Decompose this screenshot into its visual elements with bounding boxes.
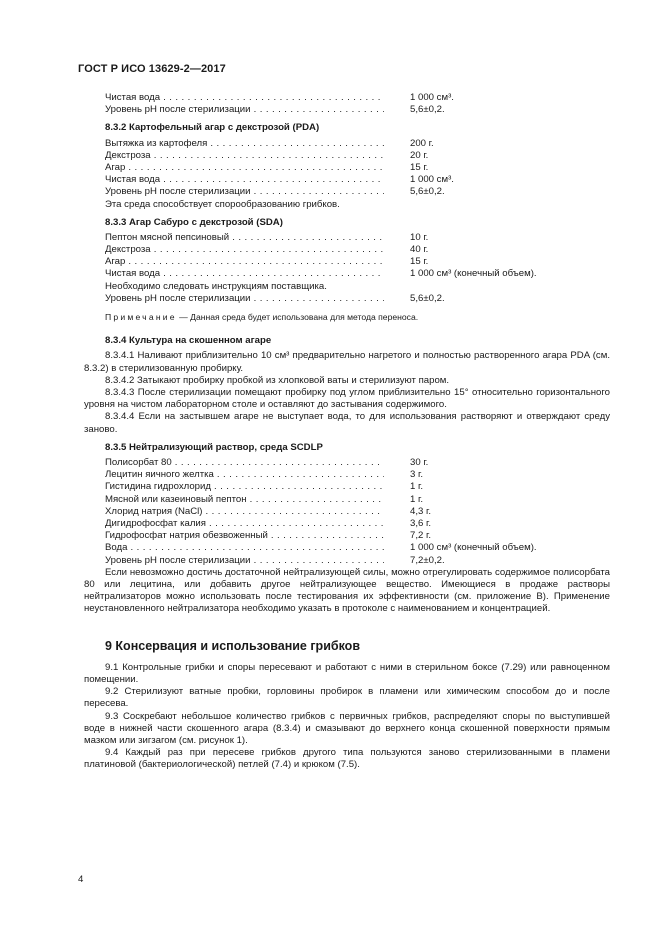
recipe-label: Гистидина гидрохлорид . . . bbox=[84, 481, 384, 493]
recipe-value: 5,6±0,2. bbox=[410, 186, 445, 198]
paragraph: 9.2 Стерилизуют ватные пробки, горловины пробирок в пламени или химическим способом до и после пересева. bbox=[84, 686, 610, 710]
recipe-row bbox=[84, 150, 610, 162]
section-title: 9 Консервация и использование грибков bbox=[105, 638, 361, 653]
text-line: Необходимо следовать инструкциям поставщика. bbox=[105, 280, 327, 292]
paragraph: 9.4 Каждый раз при пересеве грибков другого типа пользуются заново стерилизованными в пламени платиновой (бактериологической) петлей (7.4) и крюком (7.5). bbox=[84, 747, 610, 771]
recipe-value: 15 г. bbox=[410, 256, 429, 268]
subsection-title: 8.3.3 Агар Сабуро с декстрозой (SDA) bbox=[105, 216, 283, 228]
recipe-row bbox=[84, 555, 610, 567]
recipe-value: 20 г. bbox=[410, 149, 429, 161]
recipe-label: Уровень рН после стерилизации . . . bbox=[84, 293, 384, 305]
recipe-row bbox=[84, 542, 610, 554]
recipe-label: Декстроза . . . bbox=[84, 150, 384, 162]
recipe-value: 1 000 см³ (конечный объем). bbox=[410, 268, 537, 280]
recipe-label: Чистая вода . . . bbox=[84, 92, 384, 104]
recipe-label: Чистая вода . . . bbox=[84, 268, 384, 280]
recipe-value: 200 г. bbox=[410, 137, 434, 149]
recipe-value: 30 г. bbox=[410, 457, 429, 469]
recipe-label: Агар . . . bbox=[84, 256, 384, 268]
text-line: Эта среда способствует спорообразованию грибков. bbox=[105, 198, 340, 210]
subsection-title: 8.3.5 Нейтрализующий раствор, среда SCDLP bbox=[105, 441, 323, 453]
paragraph: 9.3 Соскребают небольшое количество грибков с первичных грибков, распределяют споры по выступившей воде в нижней части скошенного агара (8.3.4) и смазывают до верхнего конца скошенной поверхности прямым мазком или зигзагом (см. рисунок 1). bbox=[84, 710, 610, 747]
recipe-label: Декстроза . . . bbox=[84, 244, 384, 256]
document-header: ГОСТ Р ИСО 13629-2—2017 bbox=[78, 63, 226, 75]
recipe-value: 40 г. bbox=[410, 244, 429, 256]
recipe-label: Пептон мясной пепсиновый . . . bbox=[84, 232, 384, 244]
recipe-label: Мясной или казеиновый пептон . . . bbox=[84, 494, 384, 506]
recipe-label: Полисорбат 80 . . . bbox=[84, 457, 384, 469]
recipe-label: Вытяжка из картофеля . . . bbox=[84, 138, 384, 150]
recipe-row bbox=[84, 174, 610, 186]
recipe-label: Хлорид натрия (NaCl) . . . bbox=[84, 506, 384, 518]
recipe-label: Уровень рН после стерилизации . . . bbox=[84, 104, 384, 116]
recipe-label: Гидрофосфат натрия обезвоженный . . . bbox=[84, 530, 384, 542]
recipe-row bbox=[84, 256, 610, 268]
recipe-value: 1 г. bbox=[410, 493, 423, 505]
recipe-label: Вода . . . bbox=[84, 542, 384, 554]
recipe-row bbox=[84, 162, 610, 174]
recipe-value: 1 г. bbox=[410, 481, 423, 493]
page-content bbox=[84, 92, 610, 772]
recipe-row bbox=[84, 469, 610, 481]
note-label: Примечание bbox=[105, 312, 177, 323]
recipe-value: 5,6±0,2. bbox=[410, 292, 445, 304]
paragraph: 8.3.4.1 Наливают приблизительно 10 см³ предварительно нагретого и полностью растворенного агара PDA (см. 8.3.2) в стерилизованную пробирку. bbox=[84, 350, 610, 374]
paragraph: 9.1 Контрольные грибки и споры пересевают и работают с ними в стерильном боксе (7.29) или равноценном помещении. bbox=[84, 661, 610, 685]
paragraph: 8.3.4.2 Затыкают пробирку пробкой из хлопковой ваты и стерилизуют паром. bbox=[105, 374, 450, 386]
recipe-row bbox=[84, 518, 610, 530]
recipe-row bbox=[84, 268, 610, 280]
recipe-value: 5,6±0,2. bbox=[410, 104, 445, 116]
recipe-row bbox=[84, 104, 610, 116]
note-text: — Данная среда будет использована для метода переноса. bbox=[176, 312, 419, 323]
recipe-value: 7,2±0,2. bbox=[410, 554, 445, 566]
recipe-value: 1 000 см³ (конечный объем). bbox=[410, 542, 537, 554]
page-number: 4 bbox=[78, 874, 84, 885]
recipe-label: Чистая вода . . . bbox=[84, 174, 384, 186]
recipe-value: 1 000 см³. bbox=[410, 174, 454, 186]
recipe-row bbox=[84, 506, 610, 518]
paragraph: Если невозможно достичь достаточной нейтрализующей силы, можно отрегулировать содержимое полисорбата 80 или лецитина, или добавить другое нейтрализующее вещество. Имеющиеся в продаже растворы нейтрализаторов можно использовать после тестирования их эффективности (см. приложение В). Применение неустановленного нейтрализатора необходимо указать в протоколе с наименованием и концентрацией. bbox=[84, 566, 610, 615]
recipe-value: 4,3 г. bbox=[410, 505, 431, 517]
recipe-label: Дигидрофосфат калия . . . bbox=[84, 518, 384, 530]
recipe-value: 7,2 г. bbox=[410, 530, 431, 542]
recipe-label: Агар . . . bbox=[84, 162, 384, 174]
recipe-row bbox=[84, 138, 610, 150]
recipe-value: 10 г. bbox=[410, 231, 429, 243]
recipe-row bbox=[84, 494, 610, 506]
recipe-value: 3,6 г. bbox=[410, 518, 431, 530]
subsection-title: 8.3.2 Картофельный агар с декстрозой (PDA) bbox=[105, 122, 320, 134]
note bbox=[84, 311, 610, 323]
paragraph: 8.3.4.3 После стерилизации помещают пробирку под углом приблизительно 15° относительно горизонтального уровня на чистом лабораторном столе и оставляют до застывания содержимого. bbox=[84, 387, 610, 411]
recipe-row bbox=[84, 92, 610, 104]
subsection-title: 8.3.4 Культура на скошенном агаре bbox=[105, 335, 272, 347]
recipe-value: 3 г. bbox=[410, 469, 423, 481]
recipe-row bbox=[84, 530, 610, 542]
recipe-label: Уровень рН после стерилизации . . . bbox=[84, 555, 384, 567]
recipe-row bbox=[84, 244, 610, 256]
paragraph: 8.3.4.4 Если на застывшем агаре не выступает вода, то для использования растворяют и отверждают среду заново. bbox=[84, 411, 610, 435]
recipe-row bbox=[84, 293, 610, 305]
recipe-value: 1 000 см³. bbox=[410, 92, 454, 103]
recipe-row bbox=[84, 186, 610, 198]
recipe-row bbox=[84, 481, 610, 493]
recipe-label: Уровень рН после стерилизации . . . bbox=[84, 186, 384, 198]
recipe-row bbox=[84, 457, 610, 469]
recipe-value: 15 г. bbox=[410, 161, 429, 173]
recipe-row bbox=[84, 232, 610, 244]
recipe-label: Лецитин яичного желтка . . . bbox=[84, 469, 384, 481]
